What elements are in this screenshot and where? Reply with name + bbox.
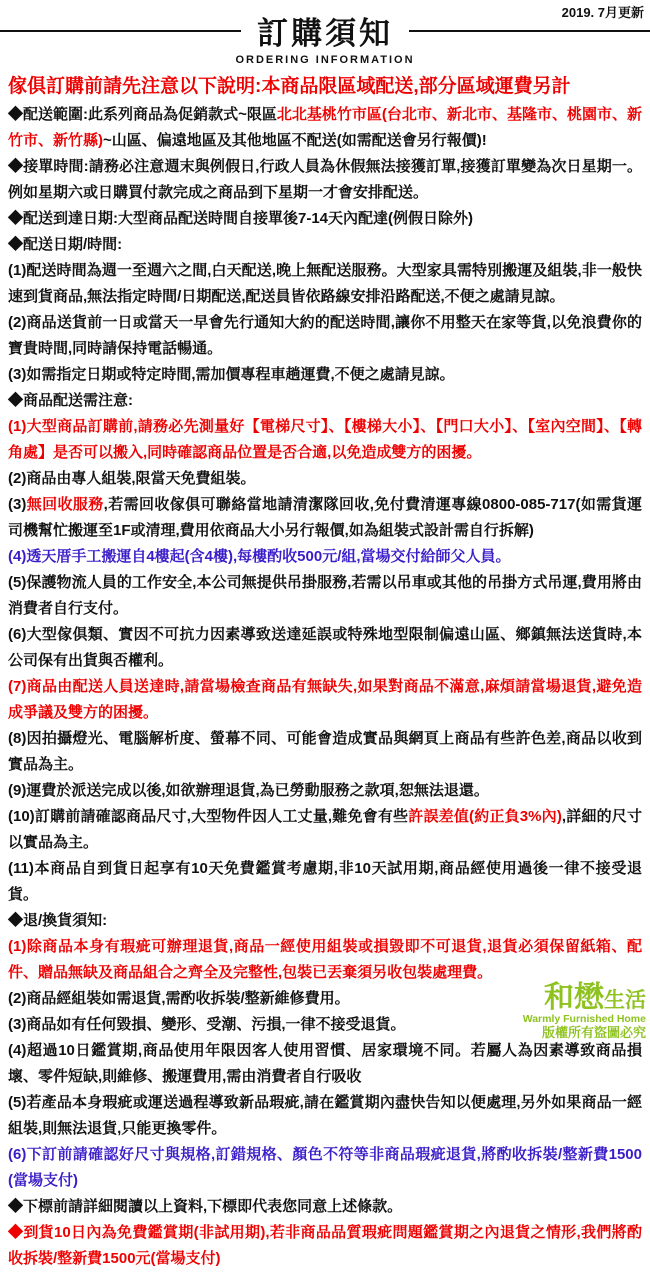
logo-name [523, 982, 646, 1014]
intro-heading: 傢俱訂購前請先注意以下說明:本商品限區域配送,部分區域運費另計 [8, 76, 571, 97]
text-segment: ◆下標前請詳細閱讀以上資料,下標即代表您同意上述條款。 [8, 1198, 403, 1215]
paragraph [8, 310, 642, 362]
text-segment: ,若需回收傢俱可聯絡當地請清潔隊回收,免付費清運專線0800-085-717(如需貨運司機幫忙搬運至1F或清理,費用依商品大小另行報價,如為組裝式設計需自行拆解) [8, 496, 642, 539]
logo-name-big: 和懋 [544, 980, 604, 1014]
text-segment: (2)商品送貨前一日或當天一早會先行通知大約的配送時間,讓你不用整天在家等貨,以免浪費你的寶貴時間,同時請保持電話暢通。 [8, 314, 642, 357]
page-title: 訂購須知 [257, 16, 393, 51]
paragraph [8, 232, 642, 258]
text-segment: (1)大型商品訂購前,請務必先測量好【電梯尺寸】、【樓梯大小】、【門口大小】、【室內空間】、【轉角處】是否可以搬入,同時確認商品位置是否合適,以免造成雙方的困擾。 [8, 418, 642, 461]
title-rule-right [409, 30, 650, 32]
text-segment: (11)本商品自到貨日起享有10天免費鑑賞考慮期,非10天試用期,商品經使用過後一律不接受退貨。 [8, 860, 642, 903]
title-row [0, 8, 650, 53]
text-segment: (8)因拍攝燈光、電腦解析度、螢幕不同、可能會造成實品與網頁上商品有些許色差,商品以收到實品為主。 [8, 730, 642, 773]
logo-english: Warmly Furnished Home [522, 1013, 646, 1026]
paragraph [8, 258, 642, 310]
text-segment: (1)配送時間為週一至週六之間,白天配送,晚上無配送服務。大型家具需特別搬運及組裝,非一般快速到貨商品,無法指定時間/日期配送,配送員皆依路線安排沿路配送,不便之處請見諒。 [8, 262, 642, 305]
text-segment: ◆配送範圍:此系列商品為促銷款式~限區 [8, 106, 277, 123]
text-segment: ~山區、偏遠地區及其他地區不配送(如需配送會另行報價)! [103, 132, 487, 149]
paragraph [8, 674, 642, 726]
text-segment: ◆商品配送需注意: [8, 392, 133, 409]
paragraph [8, 362, 642, 388]
text-segment: ,詳細的尺寸以實品為主。 [8, 808, 642, 851]
brand-logo [523, 982, 646, 1040]
text-segment: ◆配送日期/時間: [8, 236, 123, 253]
paragraph [8, 1220, 642, 1272]
paragraph [8, 466, 642, 492]
paragraph [8, 934, 642, 986]
text-segment: (10)訂購前請確認商品尺寸,大型物件因人工丈量,難免會有些 [8, 808, 409, 825]
paragraph [8, 1090, 642, 1142]
logo-name-small: 生活 [604, 988, 646, 1012]
text-segment: (4)超過10日鑑賞期,商品使用年限因客人使用習慣、居家環境不同。若屬人為因素導致商品損壞、零件短缺,則維修、搬運費用,需由消費者自行吸收 [8, 1042, 642, 1085]
text-segment: (4)透天厝手工搬運自4樓起(含4樓),每樓酌收500元/組,當場交付給師父人員。 [8, 548, 511, 565]
paragraph [8, 1194, 642, 1220]
paragraph [8, 778, 642, 804]
paragraph [8, 622, 642, 674]
logo-copyright: 版權所有盜圖必究 [541, 1025, 646, 1041]
text-segment: 無回收服務 [26, 496, 104, 513]
text-segment: ◆接單時間:請務必注意週末與例假日,行政人員為休假無法接獲訂單,接獲訂單變為次日星期一。例如星期六或日購買付款完成之商品到下星期一才會安排配送。 [8, 158, 642, 201]
header [0, 0, 650, 66]
paragraph [8, 492, 642, 544]
paragraph [8, 414, 642, 466]
paragraph [8, 804, 642, 856]
paragraph [8, 908, 642, 934]
text-segment: (2)商品由專人組裝,限當天免費組裝。 [8, 470, 256, 487]
text-segment: ◆到貨10日內為免費鑑賞期(非試用期),若非商品品質瑕疵問題鑑賞期之內退貨之情形,我們將酌收拆裝/整新費1500元(當場支付) [8, 1224, 642, 1267]
text-segment: (6)下訂前請確認好尺寸與規格,訂錯規格、顏色不符等非商品瑕疵退貨,將酌收拆裝/整新費1500 (當場支付) [8, 1146, 642, 1189]
paragraph [8, 1142, 642, 1194]
text-segment: (3)商品如有任何毀損、變形、受潮、污損,一律不接受退貨。 [8, 1016, 406, 1033]
text-segment: (7)商品由配送人員送達時,請當場檢查商品有無缺失,如果對商品不滿意,麻煩請當場退貨,避免造成爭議及雙方的困擾。 [8, 678, 642, 721]
paragraph [8, 154, 642, 206]
paragraph [8, 856, 642, 908]
text-segment: 許誤差值(約正負3%內) [408, 808, 562, 825]
text-segment: (3)如需指定日期或特定時間,需加價專程車趟運費,不便之處請見諒。 [8, 366, 455, 383]
text-segment: ◆退/換貨須知: [8, 912, 108, 929]
paragraph [8, 388, 642, 414]
text-segment: ◆配送到達日期:大型商品配送時間自接單後7-14天內配達(例假日除外) [8, 210, 474, 227]
title-rule-left [0, 30, 241, 32]
text-segment: (1)除商品本身有瑕疵可辦理退貨,商品一經使用組裝或損毀即不可退貨,退貨必須保留紙箱、配件、贈品無缺及商品組合之齊全及完整性,包裝已丟棄須另收包裝處理費。 [8, 938, 642, 981]
text-segment: (9)運費於派送完成以後,如欲辦理退貨,為已勞動服務之款項,恕無法退還。 [8, 782, 489, 799]
page-subtitle: ORDERING INFORMATION [235, 54, 415, 66]
notice-content [0, 102, 650, 1272]
text-segment: (3) [8, 496, 27, 513]
text-segment: 北北基桃竹市區(台北市、新北市、基隆市、桃園市、新竹市、新竹縣) [8, 106, 643, 149]
text-segment: (5)若產品本身瑕疵或運送過程導致新品瑕疵,請在鑑賞期內盡快告知以便處理,另外如果商品一經組裝,則無法退貨,只能更換零件。 [8, 1094, 642, 1137]
text-segment: (6)大型傢俱類、實因不可抗力因素導致送達延誤或特殊地型限制偏遠山區、鄉鎮無法送貨時,本公司保有出貨與否權利。 [8, 626, 642, 669]
paragraph [8, 206, 642, 232]
paragraph [8, 544, 642, 570]
text-segment: (5)保護物流人員的工作安全,本公司無提供吊掛服務,若需以吊車或其他的吊掛方式吊運,費用將由消費者自行支付。 [8, 574, 642, 617]
update-date: 2019. 7月更新 [561, 5, 644, 20]
paragraph [8, 726, 642, 778]
paragraph [8, 102, 642, 154]
paragraph [8, 1038, 642, 1090]
paragraph [8, 570, 642, 622]
text-segment: (2)商品經組裝如需退貨,需酌收拆裝/整新維修費用。 [8, 990, 350, 1007]
